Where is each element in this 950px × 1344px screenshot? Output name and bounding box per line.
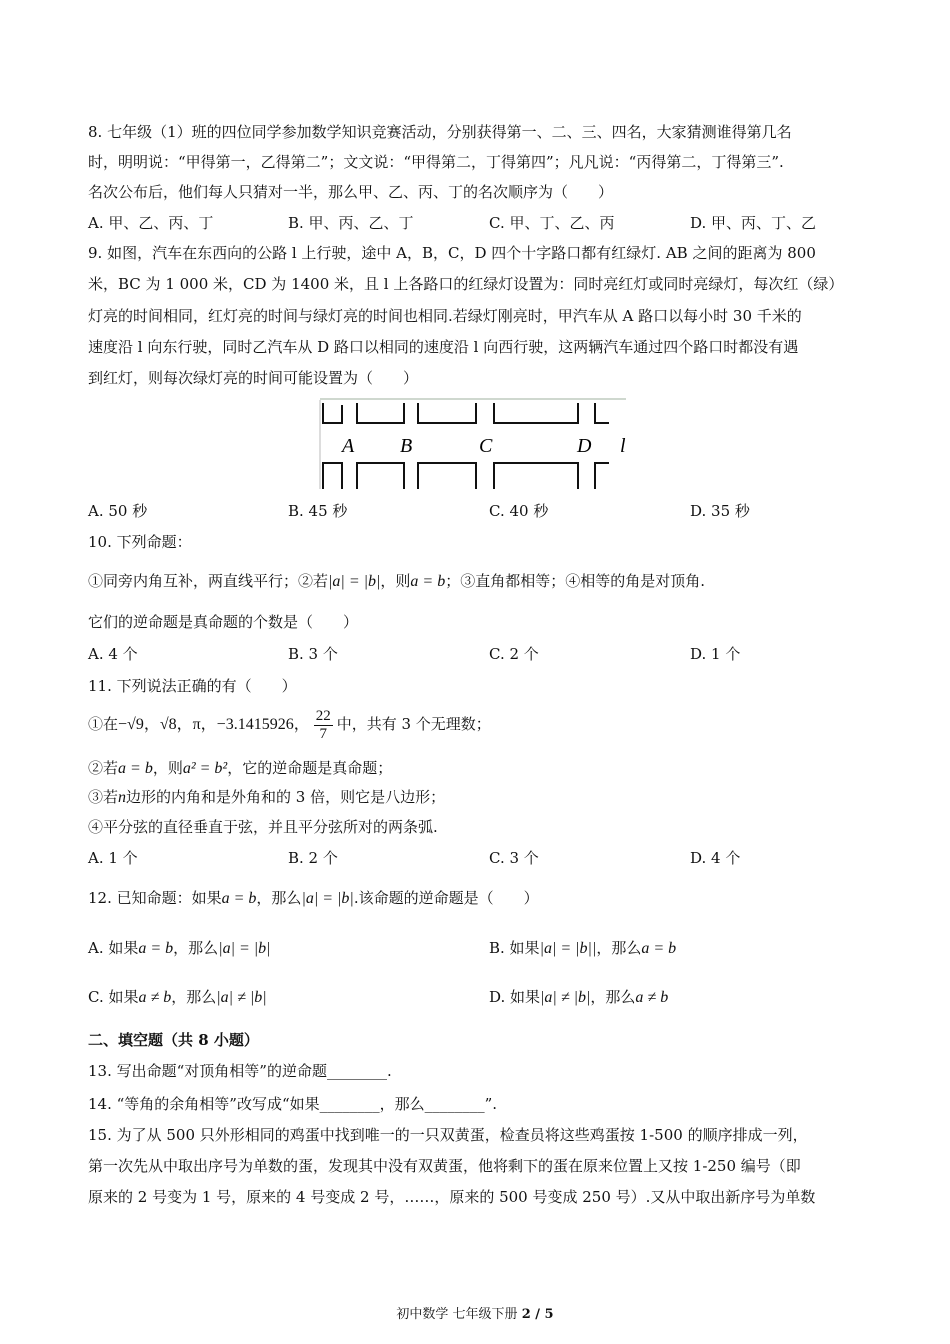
q11-i1-math: −√9，√8，π，−3.1415926， [118,716,310,733]
q11-item-4: ④平分弦的直径垂直于弦，并且平分弦所对的两条弧. [88,818,438,836]
q12-a-pre: A. 如果 [88,939,139,957]
q12-c-m1: a ≠ b [138,989,172,1006]
q10-math-eq: a = b [410,573,446,590]
fraction-denominator: 7 [319,725,327,742]
q11-i1-pre: ①在 [88,715,119,733]
q11-option-c: C. 3 个 [489,849,539,867]
q10-s3: ，则 [380,572,411,590]
q9-option-c: C. 40 秒 [489,502,549,520]
q12-t2: ，那么 [256,889,302,907]
q12-a-m2: |a| = |b| [218,940,271,957]
q12-option-a [88,938,271,959]
q12-t1: 12. 已知命题：如果 [88,889,222,907]
label-D: D [577,435,592,457]
road-block-bottom-3 [418,463,476,489]
q11-item-3 [88,787,445,808]
road-block-top-5 [595,403,609,423]
q11-option-b: B. 2 个 [288,849,338,867]
q8-option-b: B. 甲、丙、乙、丁 [288,214,414,232]
q10-option-a: A. 4 个 [88,645,138,663]
q11-i2-b: ，则 [152,759,183,777]
road-block-top-4 [494,403,578,423]
q12-d-m1: |a| ≠ |b| [540,989,591,1006]
section-2-title: 二、填空题（共 8 小题） [88,1031,259,1049]
label-l: l [620,435,626,457]
q10-s1: ①同旁内角互补，两直线平行；②若 [88,572,329,590]
q12-d-pre: D. 如果 [489,988,541,1006]
q12-d-mid: ，那么 [590,988,636,1006]
q11-title: 11. 下列说法正确的有（ ） [88,677,297,695]
q11-i2-m2: a² = b² [182,760,228,777]
q12-option-d [489,987,668,1008]
q12-option-b [489,938,676,959]
q10-statements [88,571,705,592]
q11-i3-a: ③若 [88,788,119,806]
road-block-top-1 [323,403,342,423]
q11-option-d: D. 4 个 [690,849,741,867]
q8-line-3: 名次公布后，他们每人只猜对一半，那么甲、乙、丙、丁的名次顺序为（ ） [88,183,614,201]
q10-question: 它们的逆命题是真命题的个数是（ ） [88,613,359,631]
q10-title: 10. 下列命题： [88,533,192,551]
road-block-bottom-1 [323,463,342,489]
q11-i3-m: n [118,789,127,806]
q11-item-2 [88,758,392,779]
q9-line-1: 9. 如图，汽车在东西向的公路 l 上行驶，途中 A，B，C，D 四个十字路口都有红绿灯. AB 之间的距离为 800 [88,244,816,262]
q15-line-3: 原来的 2 号变为 1 号，原来的 4 号变成 2 号，……，原来的 500 号变成 250 号）.又从中取出新序号为单数 [88,1188,816,1206]
road-block-bottom-5 [595,463,609,489]
q8-line-2: 时，明明说：“甲得第一，乙得第二”；文文说：“甲得第二，丁得第四”；凡凡说：“丙得第二，丁得第三”. [88,153,784,171]
label-B: B [400,435,413,457]
q9-option-d: D. 35 秒 [690,502,750,520]
q10-math-abs: |a| = |b| [328,573,381,590]
q10-option-d: D. 1 个 [690,645,741,663]
q12-a-mid: ，那么 [173,939,219,957]
q12-c-m2: |a| ≠ |b| [216,989,267,1006]
q9-line-3: 灯亮的时间相同，红灯亮的时间与绿灯亮的时间也相同.若绿灯刚亮时，甲汽车从 A 路口以每小时 30 千米的 [88,307,802,325]
q14-text: 14. “等角的余角相等”改写成“如果________，那么________”. [88,1095,498,1113]
q12-stem [88,888,539,909]
q12-m2: |a| = |b| [301,890,354,907]
q12-b-m1: |a| = |b|| [539,940,597,957]
road-block-bottom-2 [357,463,404,489]
q12-a-m1: a = b [138,940,174,957]
q8-line-1: 8. 七年级（1）班的四位同学参加数学知识竞赛活动，分别获得第一、二、三、四名，大家猜测谁得第几名 [88,123,792,141]
q10-option-c: C. 2 个 [489,645,539,663]
road-intersection-figure [318,398,630,490]
label-A: A [342,435,355,457]
q10-option-b: B. 3 个 [288,645,338,663]
road-block-top-3 [418,403,476,423]
road-block-top-2 [357,403,404,423]
q11-i2-c: ，它的逆命题是真命题； [227,759,393,777]
q8-option-c: C. 甲、丁、乙、丙 [489,214,615,232]
road-block-bottom-4 [494,463,578,489]
q15-line-1: 15. 为了从 500 只外形相同的鸡蛋中找到唯一的一只双黄蛋，检查员将这些鸡蛋按 1-500 的顺序排成一列， [88,1126,808,1144]
q12-b-m2: a = b [641,940,677,957]
fraction-22-7 [314,708,333,743]
q11-i3-b: 边形的内角和是外角和的 3 倍，则它是八边形； [126,788,446,806]
q11-i1-post: 中，共有 3 个无理数； [336,715,491,733]
q11-i2-m1: a = b [118,760,153,777]
fraction-numerator: 22 [315,707,331,724]
q9-line-4: 速度沿 l 向东行驶，同时乙汽车从 D 路口以相同的速度沿 l 向西行驶，这两辆汽车通过四个路口时都没有遇 [88,338,799,356]
q15-line-2: 第一次先从中取出序号为单数的蛋，发现其中没有双黄蛋，他将剩下的蛋在原来位置上又按 1-250 编号（即 [88,1157,801,1175]
q11-item-1 [88,706,491,743]
q12-b-mid: ，那么 [596,939,642,957]
q11-i2-a: ②若 [88,759,119,777]
q9-option-a: A. 50 秒 [88,502,148,520]
q11-option-a: A. 1 个 [88,849,138,867]
q12-m1: a = b [221,890,257,907]
q9-line-5: 到红灯，则每次绿灯亮的时间可能设置为（ ） [88,369,419,387]
q12-c-pre: C. 如果 [88,988,139,1006]
page-footer [0,1303,950,1322]
q12-d-m2: a ≠ b [635,989,669,1006]
label-C: C [479,435,493,457]
q12-t3: .该命题的逆命题是（ ） [353,889,539,907]
q9-line-2: 米，BC 为 1 000 米，CD 为 1400 米，且 l 上各路口的红绿灯设置为：同时亮红灯或同时亮绿灯，每次红（绿） [88,275,844,293]
q9-option-b: B. 45 秒 [288,502,348,520]
q10-s5: ；③直角都相等；④相等的角是对顶角. [445,572,705,590]
q12-option-c [88,987,267,1008]
q8-option-d: D. 甲、丙、丁、乙 [690,214,817,232]
q8-option-a: A. 甲、乙、丙、丁 [88,214,214,232]
page-number: 2 / 5 [521,1307,554,1322]
q13-text: 13. 写出命题“对顶角相等”的逆命题________. [88,1062,392,1080]
footer-text: 初中数学 七年级下册 [396,1307,522,1322]
q12-c-mid: ，那么 [171,988,217,1006]
q12-b-pre: B. 如果 [489,939,540,957]
